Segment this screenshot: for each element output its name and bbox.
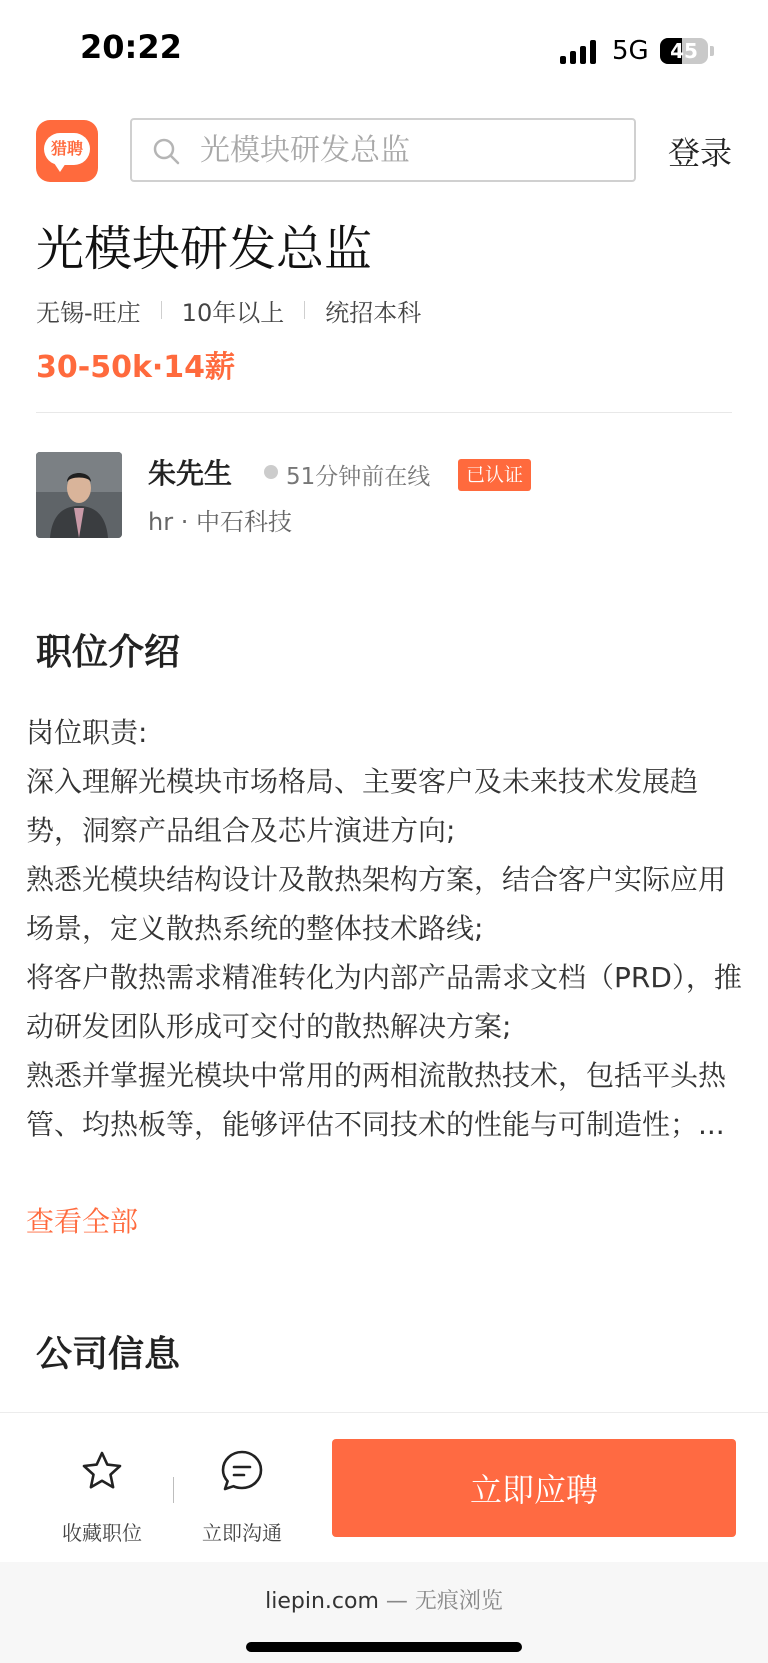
- logo-text: 猎聘: [50, 139, 83, 158]
- chat-bubble-icon: [220, 1449, 264, 1493]
- app-logo[interactable]: [36, 120, 98, 182]
- status-bar: [0, 0, 768, 100]
- browser-footer: [0, 1562, 768, 1663]
- battery-icon: [660, 38, 708, 64]
- apply-button[interactable]: 立即应聘: [332, 1439, 736, 1537]
- section-title-company: 公司信息: [36, 1334, 181, 1375]
- bottom-action-bar: [0, 1412, 768, 1562]
- job-experience: 10年以上: [181, 298, 285, 327]
- chat-label: 立即沟通: [202, 1521, 282, 1545]
- favorite-label: 收藏职位: [62, 1521, 142, 1545]
- description-line: 熟悉光模块结构设计及散热架构方案，结合客户实际应用场景，定义散热系统的整体技术路线;: [26, 863, 727, 945]
- home-indicator[interactable]: [246, 1642, 522, 1652]
- browser-url-bar[interactable]: [0, 1584, 768, 1615]
- description-line: 熟悉并掌握光模块中常用的两相流散热技术，包括平头热管、均热板等，能够评估不同技术的性能与可制造性；...: [26, 1059, 727, 1141]
- browser-domain: liepin.com: [265, 1589, 379, 1614]
- status-time: 20:22: [80, 28, 182, 66]
- search-icon: [152, 137, 180, 165]
- signal-icon: [560, 38, 600, 64]
- online-status: 51分钟前在线: [286, 464, 431, 490]
- job-description: [26, 708, 746, 1149]
- section-title-description: 职位介绍: [36, 632, 181, 673]
- login-link[interactable]: 登录: [668, 134, 733, 172]
- description-line: 将客户散热需求精准转化为内部产品需求文档（PRD），推动研发团队形成可交付的散热解决方案;: [26, 961, 742, 1043]
- battery-level: 45: [670, 39, 698, 63]
- see-all-link[interactable]: 查看全部: [26, 1205, 139, 1238]
- description-line: 岗位职责:: [26, 716, 148, 749]
- recruiter-name: 朱先生: [148, 457, 233, 490]
- bar-divider: [173, 1477, 174, 1503]
- job-location: 无锡-旺庄: [36, 298, 141, 327]
- chat-button[interactable]: [182, 1413, 302, 1563]
- browser-mode: — 无痕浏览: [385, 1589, 503, 1614]
- favorite-button[interactable]: [42, 1413, 162, 1563]
- description-line: 深入理解光模块市场格局、主要客户及未来技术发展趋势，洞察产品组合及芯片演进方向;: [26, 765, 699, 847]
- search-box[interactable]: [130, 118, 636, 182]
- job-title: 光模块研发总监: [36, 221, 373, 277]
- verified-badge: 已认证: [458, 459, 531, 491]
- search-input[interactable]: [200, 120, 620, 180]
- job-salary: 30-50k·14薪: [36, 350, 236, 385]
- job-education: 统招本科: [325, 298, 422, 327]
- star-icon: [80, 1449, 124, 1493]
- section-divider: [36, 412, 732, 413]
- battery-nub: [710, 46, 714, 56]
- meta-divider: [161, 301, 162, 319]
- online-dot-icon: [264, 465, 278, 479]
- recruiter-avatar[interactable]: [36, 452, 122, 538]
- avatar-photo: [36, 452, 122, 538]
- job-meta: [36, 294, 421, 326]
- network-label: 5G: [612, 36, 649, 66]
- meta-divider: [304, 301, 305, 319]
- recruiter-company: hr · 中石科技: [148, 508, 292, 536]
